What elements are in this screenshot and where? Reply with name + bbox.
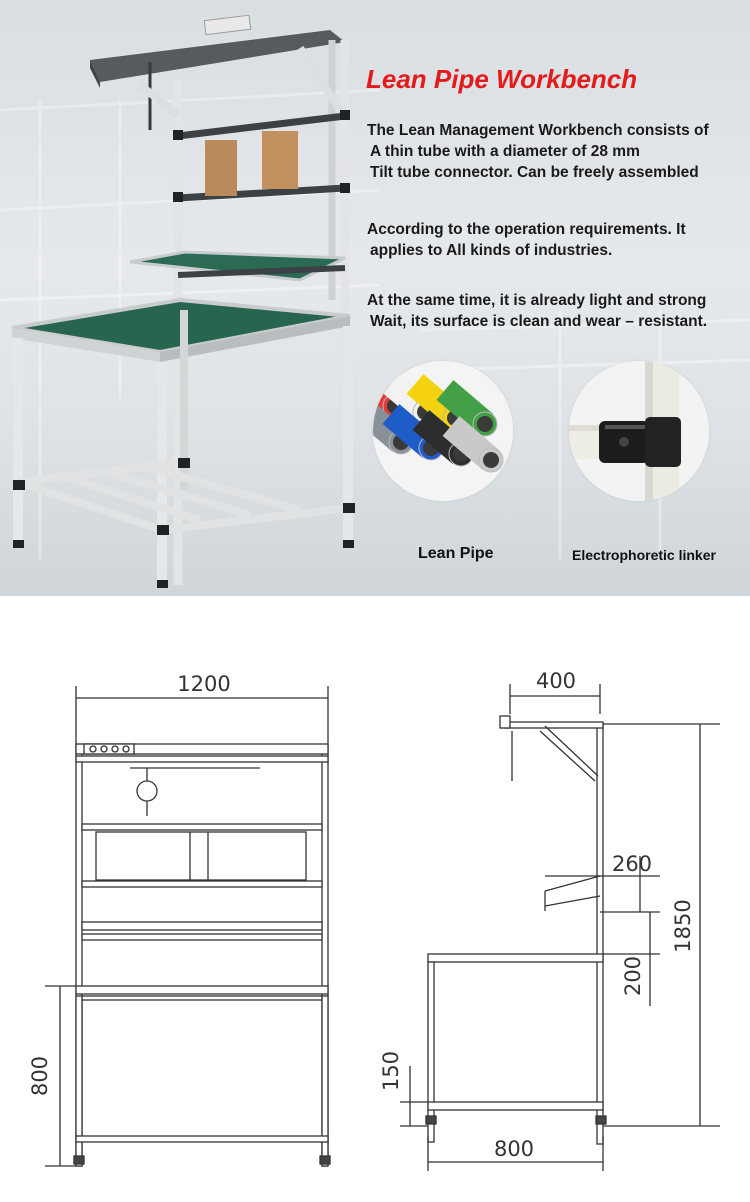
description-paragraph-1 — [367, 120, 709, 183]
colored-pipes-illustration — [373, 361, 513, 501]
technical-drawing — [0, 596, 750, 1202]
product-photo-section — [0, 0, 750, 596]
dimension-side-total: 1850 — [671, 899, 695, 953]
page-title: Lean Pipe Workbench — [366, 64, 638, 94]
description-paragraph-3 — [367, 290, 707, 332]
dimension-lower-bar: 150 — [379, 1050, 403, 1092]
lean-pipe-caption: Lean Pipe — [418, 545, 494, 562]
dimension-side-depth: 800 — [493, 1137, 535, 1161]
dimension-side-top: 400 — [535, 669, 577, 693]
paragraph-line: Tilt tube connector. Can be freely assembled — [370, 164, 699, 181]
paragraph-line: According to the operation requirements. It — [367, 221, 686, 238]
paragraph-line: The Lean Management Workbench consists of — [367, 122, 709, 139]
dimension-front-width: 1200 — [177, 672, 231, 696]
paragraph-line: At the same time, it is already light and strong — [367, 292, 707, 309]
dimension-shelf-height: 200 — [621, 955, 645, 997]
lean-pipe-image — [373, 361, 513, 501]
paragraph-line: Wait, its surface is clean and wear – resistant. — [370, 313, 708, 330]
dimension-front-height: 800 — [28, 1055, 52, 1097]
connector-illustration — [569, 361, 709, 501]
linker-image — [569, 361, 709, 501]
paragraph-line: applies to All kinds of industries. — [370, 242, 613, 259]
paragraph-line: A thin tube with a diameter of 28 mm — [370, 143, 640, 160]
linker-caption: Electrophoretic linker — [572, 547, 716, 563]
dimension-shelf-offset: 260 — [611, 852, 653, 876]
description-paragraph-2 — [367, 219, 686, 261]
